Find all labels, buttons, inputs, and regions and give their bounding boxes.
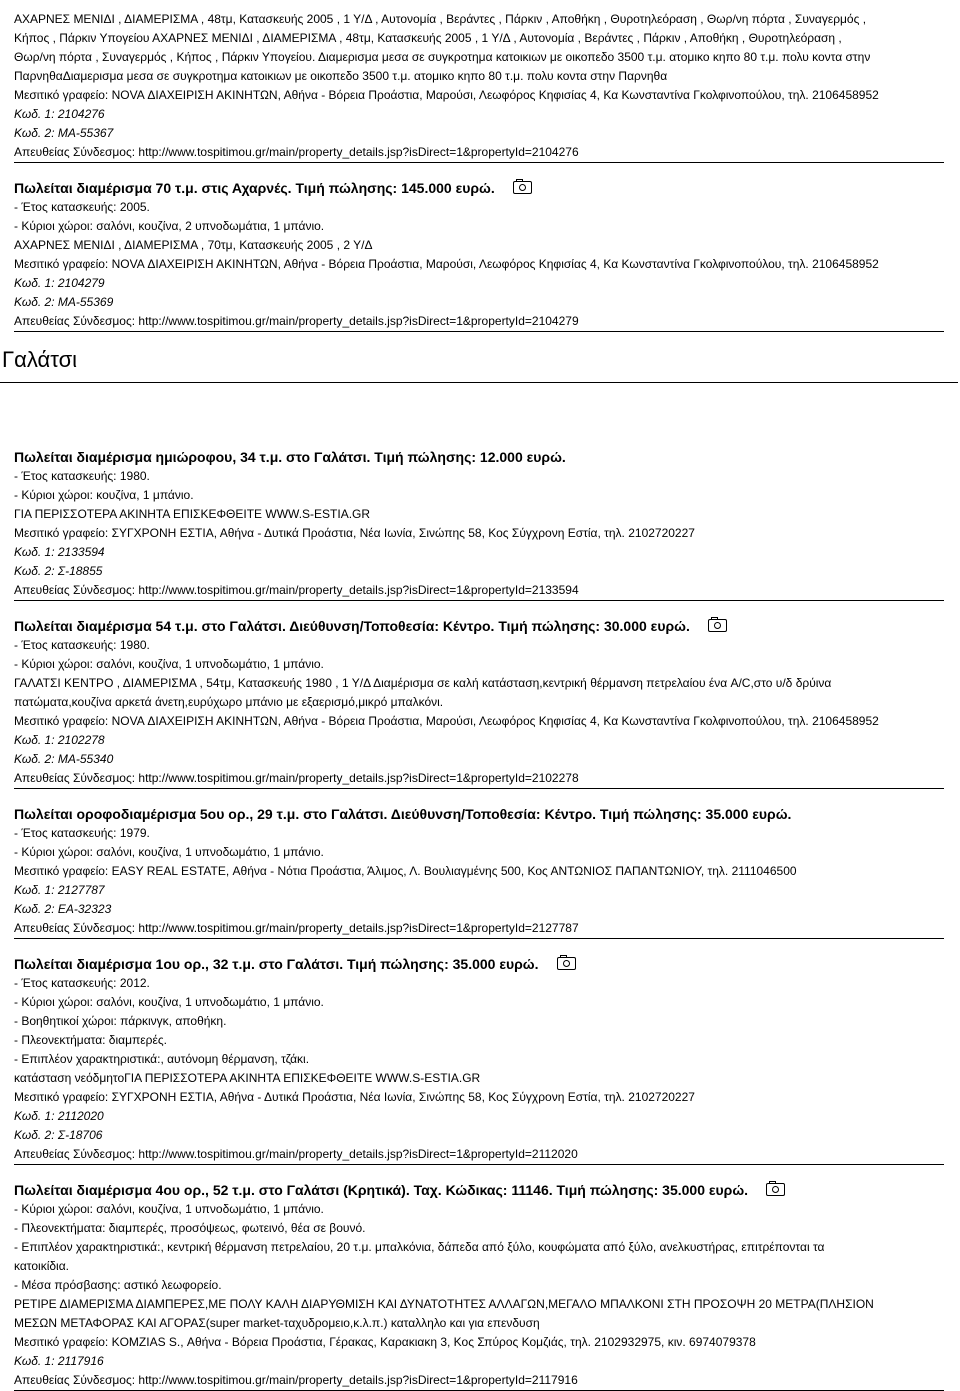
- listing-acharnes-48: [14, 10, 944, 163]
- direct-link[interactable]: Απευθείας Σύνδεσμος: http://www.tospitimou.gr/main/property_details.jsp?isDirect=1&propertyId=2133594: [14, 583, 579, 597]
- detail-line: - Κύριοι χώροι: σαλόνι, κουζίνα, 1 υπνοδωμάτιο, 1 μπάνιο.: [14, 845, 324, 859]
- description-line: Θωρ/νη πόρτα , Συναγερμός , Κήπος , Πάρκιν Υπογείου. Διαμερισμα μεσα σε συγκροτημα κατοικιων με οικοπεδο 3500 τ.μ. ατομικο κηπο 80 τ.μ. πολυ κοντα στην: [14, 50, 871, 64]
- detail-line: - Κύριοι χώροι: σαλόνι, κουζίνα, 1 υπνοδωμάτιο, 1 μπάνιο.: [14, 995, 324, 1009]
- detail-line: - Έτος κατασκευής: 2012.: [14, 976, 150, 990]
- description-line: ΓΙΑ ΠΕΡΙΣΣΟΤΕΡΑ ΑΚΙΝΗΤΑ ΕΠΙΣΚΕΦΘΕΙΤΕ WWW.S-ESTIA.GR: [14, 507, 371, 521]
- code-2: Κωδ. 2: ΜΑ-55367: [14, 126, 114, 140]
- code-1: Κωδ. 1: 2104279: [14, 276, 105, 290]
- listing-heading[interactable]: Πωλείται διαμέρισμα 70 τ.μ. στις Αχαρνές. Τιμή πώλησης: 145.000 ευρώ.: [14, 178, 944, 198]
- direct-link[interactable]: Απευθείας Σύνδεσμος: http://www.tospitimou.gr/main/property_details.jsp?isDirect=1&propertyId=2127787: [14, 921, 579, 935]
- listing-heading[interactable]: Πωλείται διαμέρισμα 1ου ορ., 32 τ.μ. στο Γαλάτσι. Τιμή πώλησης: 35.000 ευρώ.: [14, 954, 944, 974]
- detail-line: - Κύριοι χώροι: σαλόνι, κουζίνα, 1 υπνοδωμάτιο, 1 μπάνιο.: [14, 657, 324, 671]
- code-2: Κωδ. 2: ΜΑ-55369: [14, 295, 114, 309]
- detail-line: - Κύριοι χώροι: σαλόνι, κουζίνα, 1 υπνοδωμάτιο, 1 μπάνιο.: [14, 1202, 324, 1216]
- detail-line: - Έτος κατασκευής: 1980.: [14, 638, 150, 652]
- detail-line: - Πλεονεκτήματα: διαμπερές, προσόψεως, φωτεινό, θέα σε βουνό.: [14, 1221, 366, 1235]
- listing-galatsi-52: [14, 1180, 944, 1391]
- detail-line: - Κύριοι χώροι: σαλόνι, κουζίνα, 2 υπνοδωμάτια, 1 μπάνιο.: [14, 219, 325, 233]
- listing-heading[interactable]: Πωλείται οροφοδιαμέρισμα 5ου ορ., 29 τ.μ. στο Γαλάτσι. Διεύθυνση/Τοποθεσία: Κέντρο. Τιμή πώλησης: 35.000 ευρώ.: [14, 806, 792, 822]
- area-title: Γαλάτσι: [2, 347, 78, 372]
- agency-line: Μεσιτικό γραφείο: ΣΥΓΧΡΟΝΗ ΕΣΤΙΑ, Αθήνα - Δυτικά Προάστια, Νέα Ιωνία, Σινώπης 58, Κος Σύγχρονη Εστία, τηλ. 2102720227: [14, 526, 695, 540]
- description-line: ΜΕΣΩΝ ΜΕΤΑΦΟΡΑΣ ΚΑΙ ΑΓΟΡΑΣ(super market-ταχυδρομειο,κ.λ.π.) καταλληλο και για επενδυση: [14, 1316, 540, 1330]
- camera-icon[interactable]: [513, 181, 532, 194]
- agency-line: Μεσιτικό γραφείο: NOVA ΔΙΑΧΕΙΡΙΣΗ ΑΚΙΝΗΤΩΝ, Αθήνα - Βόρεια Προάστια, Μαρούσι, Λεωφόρος Κηφισίας 4, Κα Κωνσταντίνα Γκολφινοπούλου, τηλ. 2106458952: [14, 88, 879, 102]
- description-line: ΑΧΑΡΝΕΣ ΜΕΝΙΔΙ , ΔΙΑΜΕΡΙΣΜΑ , 70τμ, Κατασκευής 2005 , 2 Υ/Δ: [14, 238, 373, 252]
- description-line: ΑΧΑΡΝΕΣ ΜΕΝΙΔΙ , ΔΙΑΜΕΡΙΣΜΑ , 48τμ, Κατασκευής 2005 , 1 Υ/Δ , Αυτονομία , Βεράντες , Πάρκιν , Αποθήκη , Θυροτηλεόραση , Θωρ/νη πόρτα , Συναγερμός ,: [14, 12, 867, 26]
- direct-link[interactable]: Απευθείας Σύνδεσμος: http://www.tospitimou.gr/main/property_details.jsp?isDirect=1&propertyId=2102278: [14, 771, 579, 785]
- listing-galatsi-34: [14, 447, 944, 601]
- description-line: ΡΕΤΙΡΕ ΔΙΑΜΕΡΙΣΜΑ ΔΙΑΜΠΕΡΕΣ,ΜΕ ΠΟΛΥ ΚΑΛΗ ΔΙΑΡΥΘΜΙΣΗ ΚΑΙ ΔΥΝΑΤΟΤΗΤΕΣ ΑΛΛΑΓΩΝ,ΜΕΓΑΛΟ ΜΠΑΛΚΟΝΙ ΣΤΗ ΠΡΟΣΟΨΗ 20 ΜΕΤΡΑ(ΠΛΗΣΙΟΝ: [14, 1297, 874, 1311]
- area-divider: [0, 382, 958, 383]
- detail-line: - Επιπλέον χαρακτηριστικά:, αυτόνομη θέρμανση, τζάκι.: [14, 1052, 310, 1066]
- camera-icon[interactable]: [708, 619, 727, 632]
- direct-link[interactable]: Απευθείας Σύνδεσμος: http://www.tospitimou.gr/main/property_details.jsp?isDirect=1&propertyId=2117916: [14, 1373, 578, 1387]
- direct-link[interactable]: Απευθείας Σύνδεσμος: http://www.tospitimou.gr/main/property_details.jsp?isDirect=1&propertyId=2104276: [14, 145, 579, 159]
- detail-line: - Πλεονεκτήματα: διαμπερές.: [14, 1033, 167, 1047]
- listing-galatsi-32: [14, 954, 944, 1165]
- listing-acharnes-70: [14, 178, 944, 332]
- detail-line: - Βοηθητικοί χώροι: πάρκινγκ, αποθήκη.: [14, 1014, 227, 1028]
- code-2: Κωδ. 2: Σ-18855: [14, 564, 103, 578]
- description-line: ΠαρνηθαΔιαμερισμα μεσα σε συγκροτημα κατοικιων με οικοπεδο 3500 τ.μ. ατομικο κηπο 80 τ.μ. πολυ κοντα στην Παρνηθα: [14, 69, 668, 83]
- camera-icon[interactable]: [557, 957, 576, 970]
- agency-line: Μεσιτικό γραφείο: ΣΥΓΧΡΟΝΗ ΕΣΤΙΑ, Αθήνα - Δυτικά Προάστια, Νέα Ιωνία, Σινώπης 58, Κος Σύγχρονη Εστία, τηλ. 2102720227: [14, 1090, 695, 1104]
- code-2: Κωδ. 2: ΜΑ-55340: [14, 752, 114, 766]
- code-1: Κωδ. 1: 2102278: [14, 733, 105, 747]
- code-1: Κωδ. 1: 2133594: [14, 545, 105, 559]
- agency-line: Μεσιτικό γραφείο: EASY REAL ESTATE, Αθήνα - Νότια Προάστια, Άλιμος, Λ. Βουλιαγμένης 500, Κος ΑΝΤΩΝΙΟΣ ΠΑΠΑΝΤΩΝΙΟΥ, τηλ. 2111046500: [14, 864, 797, 878]
- agency-line: Μεσιτικό γραφείο: NOVA ΔΙΑΧΕΙΡΙΣΗ ΑΚΙΝΗΤΩΝ, Αθήνα - Βόρεια Προάστια, Μαρούσι, Λεωφόρος Κηφισίας 4, Κα Κωνσταντίνα Γκολφινοπούλου, τηλ. 2106458952: [14, 714, 879, 728]
- detail-line: - Έτος κατασκευής: 1980.: [14, 469, 150, 483]
- listing-heading[interactable]: Πωλείται διαμέρισμα 54 τ.μ. στο Γαλάτσι. Διεύθυνση/Τοποθεσία: Κέντρο. Τιμή πώλησης: 30.000 ευρώ.: [14, 616, 944, 636]
- detail-line: - Κύριοι χώροι: κουζίνα, 1 μπάνιο.: [14, 488, 194, 502]
- listing-galatsi-29: [14, 804, 944, 939]
- detail-line: - Μέσα πρόσβασης: αστικό λεωφορείο.: [14, 1278, 222, 1292]
- code-1: Κωδ. 1: 2112020: [14, 1109, 104, 1123]
- description-line: Κήπος , Πάρκιν Υπογείου ΑΧΑΡΝΕΣ ΜΕΝΙΔΙ , ΔΙΑΜΕΡΙΣΜΑ , 48τμ, Κατασκευής 2005 , 1 Υ/Δ , Αυτονομία , Βεράντες , Πάρκιν , Αποθήκη , Θυροτηλεόραση ,: [14, 31, 842, 45]
- agency-line: Μεσιτικό γραφείο: NOVA ΔΙΑΧΕΙΡΙΣΗ ΑΚΙΝΗΤΩΝ, Αθήνα - Βόρεια Προάστια, Μαρούσι, Λεωφόρος Κηφισίας 4, Κα Κωνσταντίνα Γκολφινοπούλου, τηλ. 2106458952: [14, 257, 879, 271]
- detail-line: - Έτος κατασκευής: 2005.: [14, 200, 150, 214]
- code-1: Κωδ. 1: 2117916: [14, 1354, 104, 1368]
- listing-heading[interactable]: Πωλείται διαμέρισμα ημιώροφου, 34 τ.μ. στο Γαλάτσι. Τιμή πώλησης: 12.000 ευρώ.: [14, 449, 566, 465]
- description-line: πατώματα,κουζίνα αρκετά άνετη,ευρύχωρο μπάνιο με εξαερισμό,μικρό μπαλκόνι.: [14, 695, 444, 709]
- code-2: Κωδ. 2: Σ-18706: [14, 1128, 103, 1142]
- listing-heading[interactable]: Πωλείται διαμέρισμα 4ου ορ., 52 τ.μ. στο Γαλάτσι (Κρητικά). Ταχ. Κώδικας: 11146. Τιμή πώλησης: 35.000 ευρώ.: [14, 1180, 944, 1200]
- agency-line: Μεσιτικό γραφείο: KOMZIAS S., Αθήνα - Βόρεια Προάστια, Γέρακας, Καρακιακη 3, Κος Σπύρος Κομζιάς, τηλ. 2102932975, κιν. 6974079378: [14, 1335, 756, 1349]
- detail-line: - Έτος κατασκευής: 1979.: [14, 826, 150, 840]
- direct-link[interactable]: Απευθείας Σύνδεσμος: http://www.tospitimou.gr/main/property_details.jsp?isDirect=1&propertyId=2104279: [14, 314, 579, 328]
- description-line: ΓΑΛΑΤΣΙ ΚΕΝΤΡΟ , ΔΙΑΜΕΡΙΣΜΑ , 54τμ, Κατασκευής 1980 , 1 Υ/Δ Διαμέρισμα σε καλή κατάσταση,κεντρική θέρμανση πετρελαίου ένα A/C,στο υ/δ δρύινα: [14, 676, 832, 690]
- description-line: κατάσταση νεόδμητοΓΙΑ ΠΕΡΙΣΣΟΤΕΡΑ ΑΚΙΝΗΤΑ ΕΠΙΣΚΕΦΘΕΙΤΕ WWW.S-ESTIA.GR: [14, 1071, 481, 1085]
- code-1: Κωδ. 1: 2127787: [14, 883, 105, 897]
- code-2: Κωδ. 2: ΕΑ-32323: [14, 902, 112, 916]
- code-1: Κωδ. 1: 2104276: [14, 107, 105, 121]
- detail-line: κατοικίδια.: [14, 1259, 69, 1273]
- detail-line: - Επιπλέον χαρακτηριστικά:, κεντρική θέρμανση πετρελαίου, 20 τ.μ. μπαλκόνια, δάπεδα από ξύλο, κουφώματα από ξύλο, ανελκυστήρας, επιτρέπονται τα: [14, 1240, 825, 1254]
- camera-icon[interactable]: [766, 1183, 785, 1196]
- listing-galatsi-54: [14, 616, 944, 789]
- direct-link[interactable]: Απευθείας Σύνδεσμος: http://www.tospitimou.gr/main/property_details.jsp?isDirect=1&propertyId=2112020: [14, 1147, 578, 1161]
